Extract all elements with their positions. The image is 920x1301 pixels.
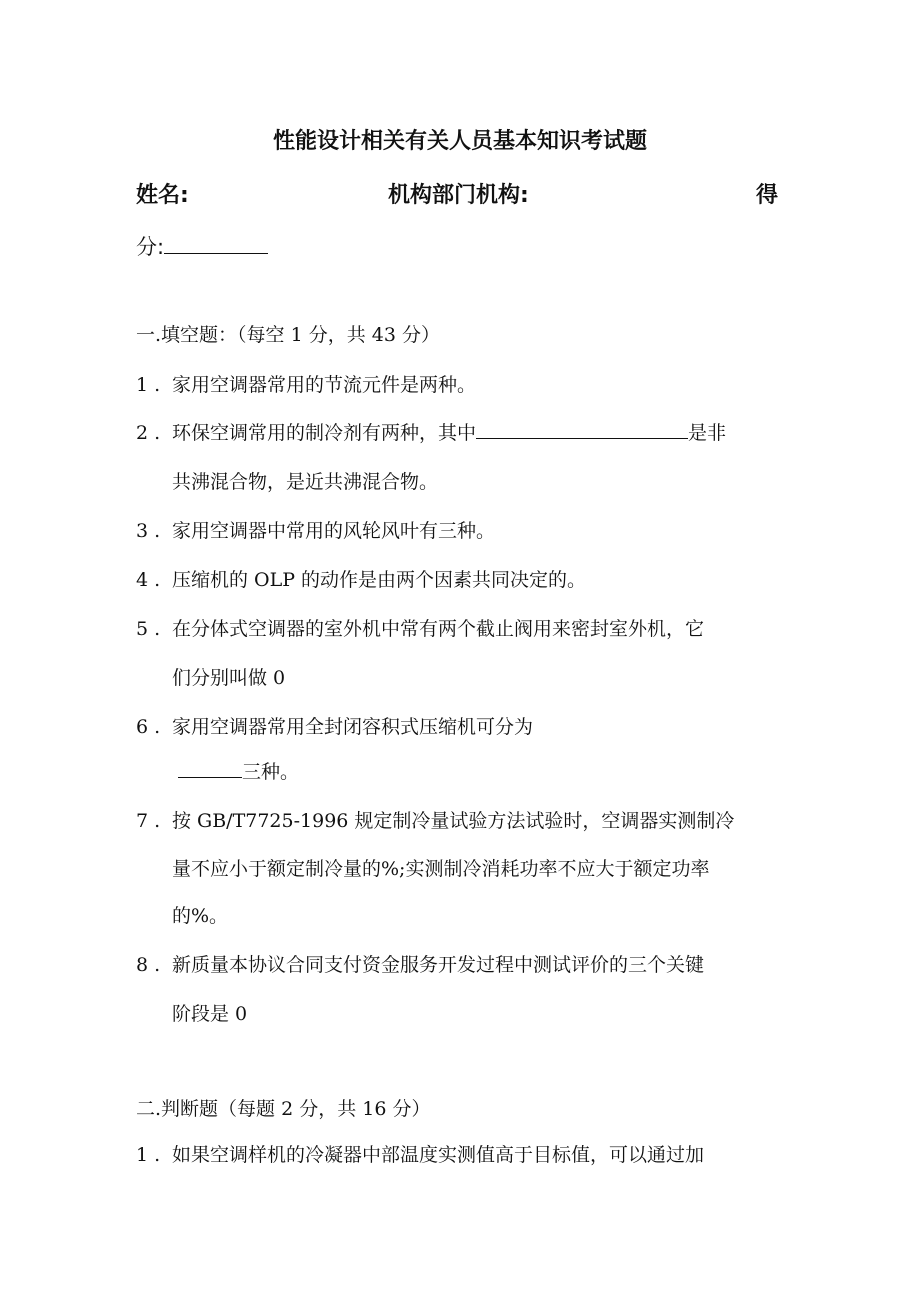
question-text: 新质量本协议合同支付资金服务开发过程中测试评价的三个关键 xyxy=(172,954,705,976)
question-text: 在分体式空调器的室外机中常有两个截止阀用来密封室外机，它 xyxy=(172,618,705,640)
department-label: 机构部门机构: xyxy=(388,183,529,208)
question-text: 家用空调器常用全封闭容积式压缩机可分为 xyxy=(172,716,534,738)
answer-blank[interactable] xyxy=(476,420,688,439)
question-number: 4 . xyxy=(136,569,161,591)
question-number: 5 . xyxy=(136,618,161,640)
question-number: 1 . xyxy=(136,374,161,396)
question-text: 是非 xyxy=(688,422,727,444)
score-blank[interactable] xyxy=(164,235,268,254)
question-1-7-cont: 量不应小于额定制冷量的%;实测制冷消耗功率不应大于额定功率 xyxy=(172,858,710,880)
question-1-5 xyxy=(136,614,704,641)
exam-title: 性能设计相关有关人员基本知识考试题 xyxy=(272,129,647,154)
question-1-8 xyxy=(136,950,704,977)
question-1-8-cont: 阶段是 0 xyxy=(172,1003,248,1025)
name-label: 姓名: xyxy=(136,183,189,208)
question-1-7 xyxy=(136,806,734,833)
question-1-1 xyxy=(136,370,476,397)
question-1-2-cont: 共沸混合物，是近共沸混合物。 xyxy=(172,471,439,493)
question-text: 按 GB/T7725-1996 规定制冷量试验方法试验时，空调器实测制冷 xyxy=(172,810,735,832)
question-2-1 xyxy=(136,1140,704,1167)
section1-heading: 一.填空题：（每空 1 分，共 43 分） xyxy=(136,324,440,346)
section2-heading: 二.判断题（每题 2 分，共 16 分） xyxy=(136,1098,431,1120)
question-number: 8 . xyxy=(136,954,161,976)
question-text: 家用空调器常用的节流元件是两种。 xyxy=(172,374,477,396)
question-number: 6 . xyxy=(136,716,161,738)
question-1-6 xyxy=(136,712,533,739)
question-text: 压缩机的 OLP 的动作是由两个因素共同决定的。 xyxy=(172,569,587,591)
question-1-6-cont xyxy=(178,757,299,784)
answer-blank[interactable] xyxy=(178,759,242,778)
question-1-7-cont2: 的%。 xyxy=(172,905,229,927)
question-number: 3 . xyxy=(136,520,161,542)
score-line xyxy=(136,231,268,261)
question-1-3 xyxy=(136,516,495,543)
question-number: 2 . xyxy=(136,422,161,444)
question-text: 环保空调常用的制冷剂有两种，其中 xyxy=(172,422,477,444)
question-1-2 xyxy=(136,418,726,445)
question-number: 7 . xyxy=(136,810,161,832)
question-text: 家用空调器中常用的风轮风叶有三种。 xyxy=(172,520,496,542)
question-number: 1 . xyxy=(136,1144,161,1166)
question-text: 如果空调样机的冷凝器中部温度实测值高于目标值，可以通过加 xyxy=(172,1144,705,1166)
score-label-part2: 分: xyxy=(136,235,165,259)
score-label-part1: 得 xyxy=(756,183,779,208)
question-1-5-cont: 们分别叫做 0 xyxy=(172,667,286,689)
question-text: 三种。 xyxy=(242,761,300,783)
question-1-4 xyxy=(136,565,586,592)
